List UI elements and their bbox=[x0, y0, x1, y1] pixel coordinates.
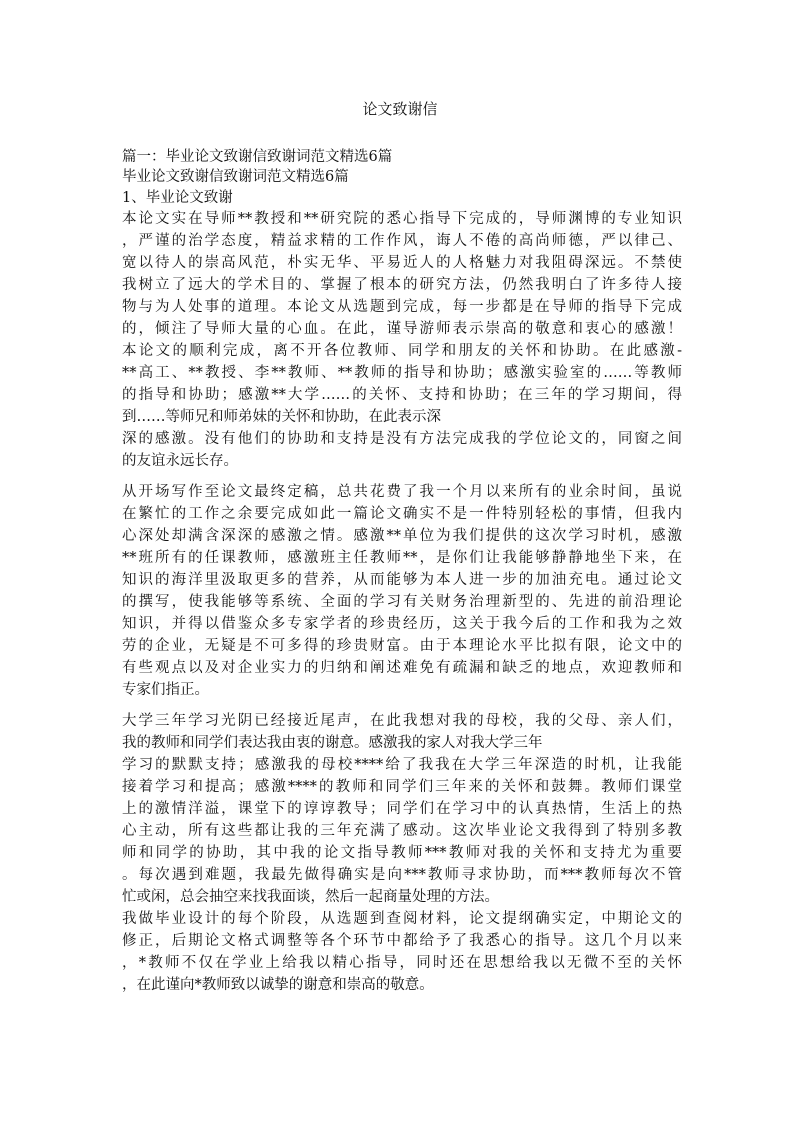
body-line: 修正，后期论文格式调整等各个环节中都给予了我悉心的指导。这几个月以来 bbox=[122, 933, 682, 949]
body-line: 篇一：毕业论文致谢信致谢词范文精选6篇 bbox=[122, 149, 393, 165]
body-line: 知识的海洋里汲取更多的营养，从而能够为本人进一步的加油充电。通过论文 bbox=[122, 572, 682, 588]
body-line: 的指导和协助；感激**大学……的关怀、支持和协助；在三年的学习期间，得 bbox=[122, 387, 682, 403]
body-line: **高工、**教授、李**教师、**教师的指导和协助；感激实验室的……等教师 bbox=[122, 365, 682, 381]
body-line: ，严谨的治学态度，精益求精的工作作风，诲人不倦的高尚师德，严以律己、 bbox=[122, 233, 682, 249]
body-line: 上的激情洋溢，课堂下的谆谆教导；同学们在学习中的认真热情，生活上的热 bbox=[122, 801, 682, 817]
body-line: 的撰写，使我能够等系统、全面的学习有关财务治理新型的、先进的前沿理论 bbox=[122, 594, 682, 610]
body-line: 心深处却满含深深的感激之情。感激**单位为我们提供的这次学习时机，感激 bbox=[122, 528, 682, 544]
body-line: 在繁忙的工作之余要完成如此一篇论文确实不是一件特别轻松的事情，但我内 bbox=[122, 506, 682, 522]
body-line: 毕业论文致谢信致谢词范文精选6篇 bbox=[122, 169, 349, 185]
body-line: ，*教师不仅在学业上给我以精心指导，同时还在思想给我以无微不至的关怀 bbox=[122, 955, 682, 971]
body-line: 本论文的顺利完成，离不开各位教师、同学和朋友的关怀和协助。在此感激- bbox=[122, 343, 682, 359]
body-line: ，在此谨向*教师致以诚挚的谢意和崇高的敬意。 bbox=[122, 977, 434, 993]
body-line: 学习的默默支持；感激我的母校****给了我我在大学三年深造的时机，让我能 bbox=[122, 757, 682, 773]
body-line: 1、毕业论文致谢 bbox=[122, 190, 233, 206]
document-title: 论文致谢信 bbox=[362, 100, 438, 118]
body-line: 忙或闲，总会抽空来找我面谈，然后一起商量处理的方法。 bbox=[122, 889, 499, 905]
body-line: **班所有的任课教师，感激班主任教师**，是你们让我能够静静地坐下来，在 bbox=[122, 550, 682, 566]
body-line: 大学三年学习光阴已经接近尾声，在此我想对我的母校，我的父母、亲人们， bbox=[122, 713, 682, 729]
body-line: 师和同学的协助，其中我的论文指导教师***教师对我的关怀和支持尤为重要 bbox=[122, 845, 682, 861]
body-line: 接着学习和提高；感激****的教师和同学们三年来的关怀和鼓舞。教师们课堂 bbox=[122, 779, 682, 795]
body-line: 专家们指正。 bbox=[122, 682, 209, 698]
body-line: 本论文实在导师**教授和**研究院的悉心指导下完成的，导师渊博的专业知识 bbox=[122, 211, 682, 227]
body-line: 劳的企业，无疑是不可多得的珍贵财富。由于本理论水平比拟有限，论文中的 bbox=[122, 638, 682, 654]
body-line: 物与为人处事的道理。本论文从选题到完成，每一步都是在导师的指导下完成 bbox=[122, 299, 682, 315]
body-line: 从开场写作至论文最终定稿，总共花费了我一个月以来所有的业余时间，虽说 bbox=[122, 484, 682, 500]
body-line: 。每次遇到难题，我最先做得确实是向***教师寻求协助，而***教师每次不管 bbox=[122, 867, 682, 883]
body-line: 的，倾注了导师大量的心血。在此，谨导游师表示崇高的敬意和衷心的感激！ bbox=[122, 321, 682, 337]
body-line: 有些观点以及对企业实力的归纳和阐述难免有疏漏和缺乏的地点，欢迎教师和 bbox=[122, 660, 682, 676]
body-line: 的友谊永远长存。 bbox=[122, 453, 238, 469]
body-line: 我树立了远大的学术目的、掌握了根本的研究方法，仍然我明白了许多待人接 bbox=[122, 277, 682, 293]
body-line: 到……等师兄和师弟妹的关怀和协助，在此表示深 bbox=[122, 409, 441, 425]
body-line: 宽以待人的崇高风范，朴实无华、平易近人的人格魅力对我阻碍深远。不禁使 bbox=[122, 255, 682, 271]
body-line: 知识，并得以借鉴众多专家学者的珍贵经历，这关于我今后的工作和我为之效 bbox=[122, 616, 682, 632]
body-line: 我的教师和同学们表达我由衷的谢意。感激我的家人对我大学三年 bbox=[122, 735, 543, 751]
body-line: 深的感激。没有他们的协助和支持是没有方法完成我的学位论文的，同窗之间 bbox=[122, 431, 682, 447]
body-line: 我做毕业设计的每个阶段，从选题到查阅材料，论文提纲确实定，中期论文的 bbox=[122, 911, 682, 927]
body-line: 心主动，所有这些都让我的三年充满了感动。这次毕业论文我得到了特别多教 bbox=[122, 823, 682, 839]
